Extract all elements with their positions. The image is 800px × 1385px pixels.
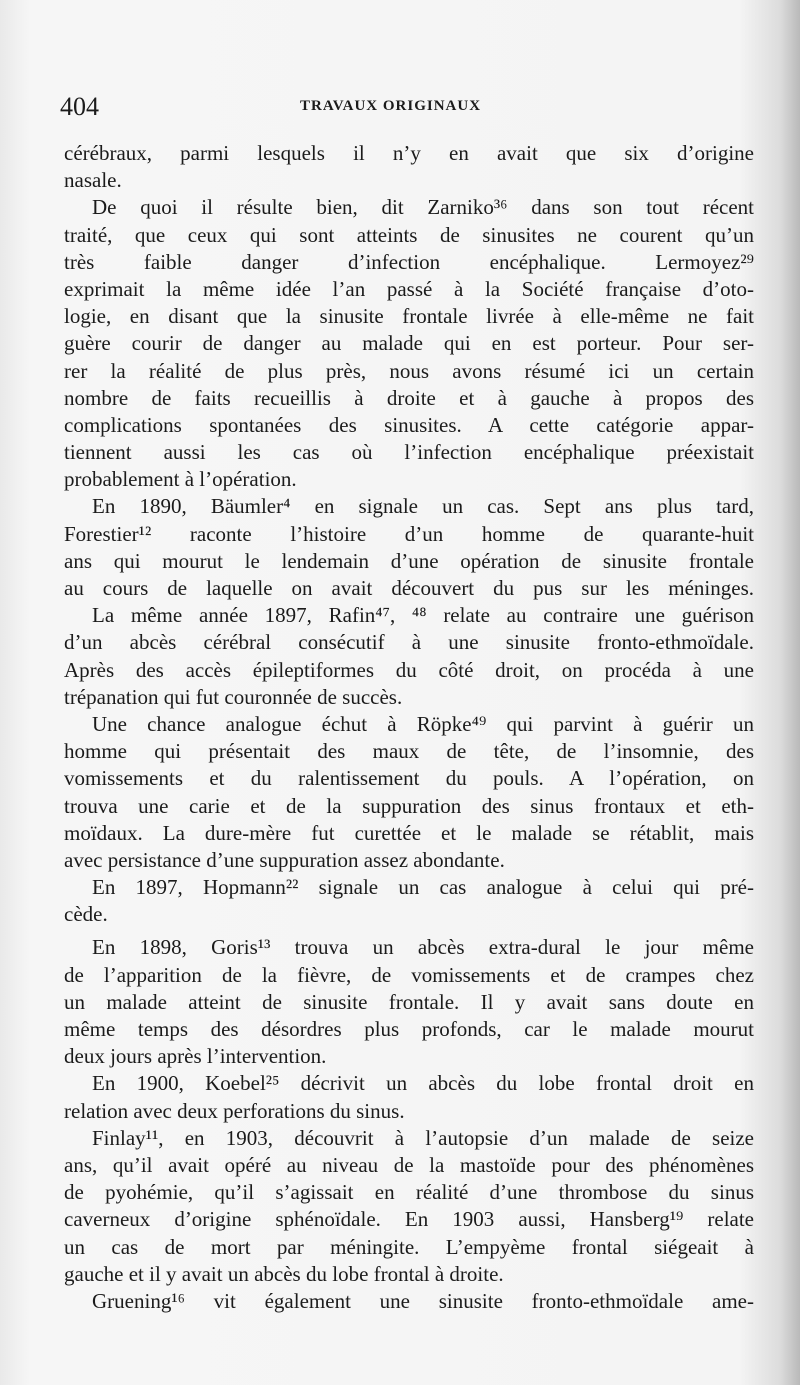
text-line: En 1900, Koebel²⁵ décrivit un abcès du lobe frontal droit en (92, 1071, 754, 1096)
text-line: traité, que ceux qui sont atteints de sinusites ne courent qu’un (64, 222, 754, 247)
page-header (60, 92, 760, 122)
page-number: 404 (60, 92, 99, 121)
text-line: cérébraux, parmi lesquels il n’y en avait que six d’origine (64, 141, 754, 165)
text-line: Forestier¹² raconte l’histoire d’un homme de quarante-huit (64, 521, 754, 546)
text-line: logie, en disant que la sinusite frontale livrée à elle-même ne fait (64, 304, 754, 329)
text-line: moïdaux. La dure-mère fut curettée et le malade se rétablit, mais (64, 820, 754, 845)
text-line: un cas de mort par méningite. L’empyème frontal siégeait à (64, 1234, 754, 1259)
text-line: gauche et il y avait un abcès du lobe frontal à droite. (64, 1261, 504, 1286)
text-line: exprimait la même idée l’an passé à la Société française d’oto- (64, 276, 754, 301)
text-line: au cours de laquelle on avait découvert du pus sur les méninges. (64, 576, 754, 600)
text-line: ans, qu’il avait opéré au niveau de la mastoïde pour des phénomènes (64, 1152, 754, 1177)
text-line: En 1897, Hopmann²² signale un cas analogue à celui qui pré- (92, 875, 754, 900)
text-line: probablement à l’opération. (64, 467, 297, 492)
text-line: homme qui présentait des maux de tête, de l’insomnie, des (64, 739, 754, 764)
text-line: cède. (64, 902, 108, 927)
text-line: vomissements et du ralentissement du pouls. A l’opération, on (64, 766, 754, 791)
text-line: caverneux d’origine sphénoïdale. En 1903 aussi, Hansberg¹⁹ relate (64, 1207, 754, 1232)
running-title: TRAVAUX ORIGINAUX (300, 98, 482, 114)
text-line: relation avec deux perforations du sinus. (64, 1098, 405, 1123)
text-line: avec persistance d’une suppuration assez abondante. (64, 847, 505, 872)
text-line: complications spontanées des sinusites. A cette catégorie appar- (64, 412, 754, 437)
text-line: ans qui mourut le lendemain d’une opération de sinusite frontale (64, 548, 754, 573)
text-line: de l’apparition de la fièvre, de vomissements et de crampes chez (64, 962, 754, 987)
text-line: un malade atteint de sinusite frontale. Il y avait sans doute en (64, 989, 754, 1014)
text-line: très faible danger d’infection encéphalique. Lermoyez²⁹ (64, 249, 754, 274)
text-line: guère courir de danger au malade qui en est porteur. Pour ser- (64, 331, 754, 356)
text-line: En 1890, Bäumler⁴ en signale un cas. Sept ans plus tard, (92, 494, 754, 519)
text-line: de pyohémie, qu’il s’agissait en réalité d’une thrombose du sinus (64, 1180, 754, 1205)
text-line: Gruening¹⁶ vit également une sinusite fronto-ethmoïdale ame- (92, 1288, 754, 1313)
text-line: même temps des désordres plus profonds, car le malade mourut (64, 1017, 754, 1041)
text-line: rer la réalité de plus près, nous avons résumé ici un certain (64, 358, 754, 383)
text-line: deux jours après l’intervention. (64, 1044, 327, 1069)
text-line: trépanation qui fut couronnée de succès. (64, 684, 403, 709)
text-line: nasale. (64, 168, 122, 193)
text-line: Une chance analogue échut à Röpke⁴⁹ qui parvint à guérir un (92, 711, 754, 736)
text-line: trouva une carie et de la suppuration des sinus frontaux et eth- (64, 793, 754, 818)
text-line: La même année 1897, Rafin⁴⁷, ⁴⁸ relate au contraire une guérison (92, 603, 754, 628)
text-line: nombre de faits recueillis à droite et à gauche à propos des (64, 385, 754, 410)
text-line: De quoi il résulte bien, dit Zarniko³⁶ dans son tout récent (92, 195, 754, 220)
text-line: Après des accès épileptiformes du côté droit, on procéda à une (64, 657, 754, 682)
text-line: d’un abcès cérébral consécutif à une sinusite fronto-ethmoïdale. (64, 630, 754, 655)
text-line: En 1898, Goris¹³ trouva un abcès extra-dural le jour même (92, 935, 754, 960)
text-line: Finlay¹¹, en 1903, découvrit à l’autopsie d’un malade de seize (92, 1125, 754, 1150)
text-line: tiennent aussi les cas où l’infection encéphalique préexistait (64, 440, 754, 465)
body-text (64, 140, 754, 1315)
